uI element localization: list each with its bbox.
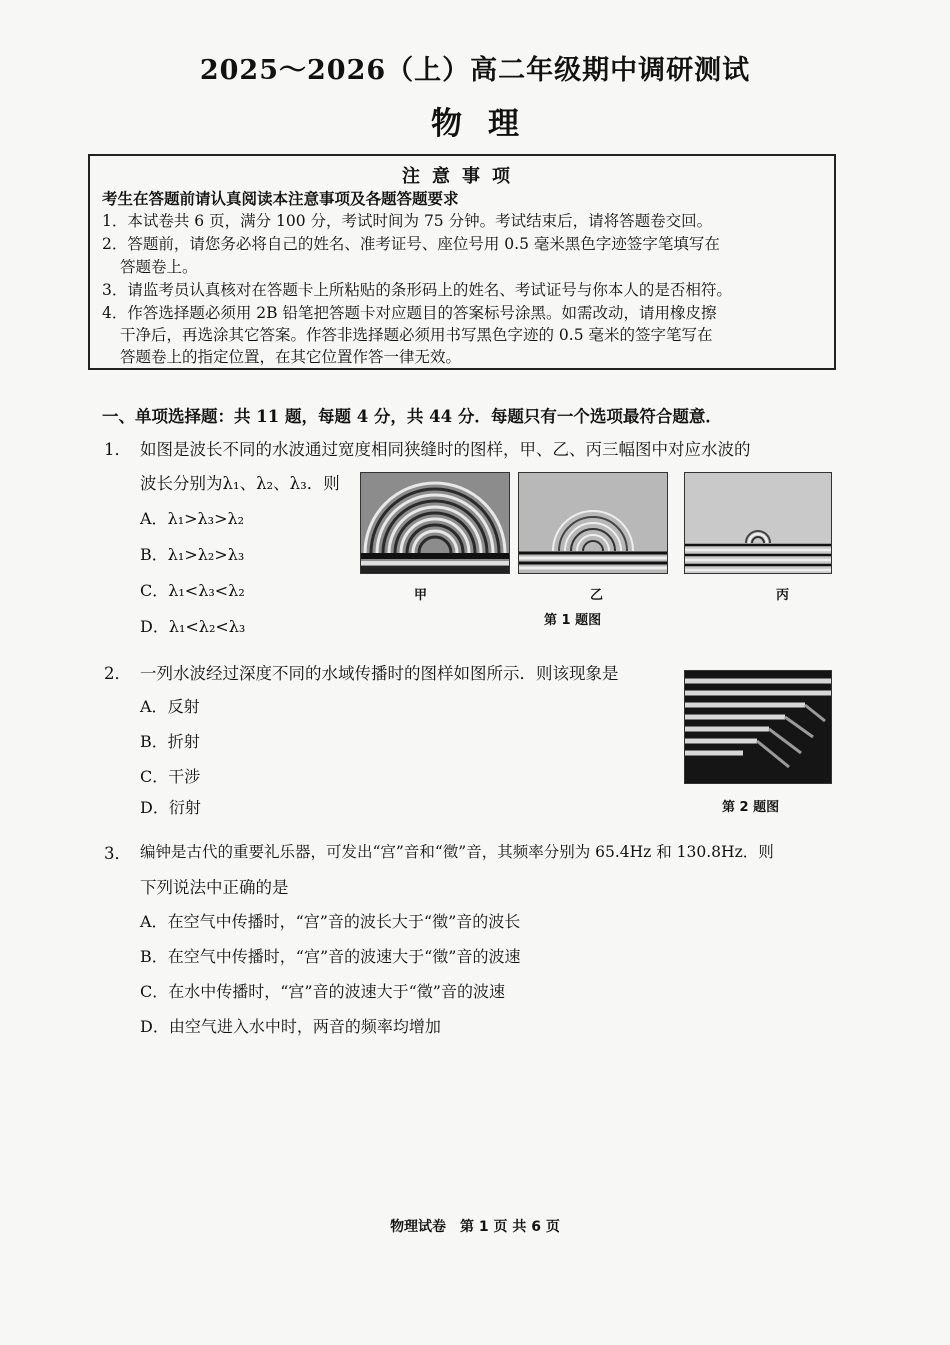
notice-title: 注意事项 (402, 166, 522, 187)
q2-option-a[interactable]: A．反射 (140, 697, 200, 716)
q1-caption: 第 1 题图 (544, 613, 602, 628)
q3-option-c[interactable]: C．在水中传播时，“宫”音的波速大于“徵”音的波速 (140, 982, 505, 1001)
subject-title: 物理 (431, 106, 545, 142)
q2-option-b[interactable]: B．折射 (140, 732, 200, 751)
diffraction-wave-image-3 (685, 473, 831, 573)
q3-number: 3． (104, 844, 131, 863)
q1-text-line1: 如图是波长不同的水波通过宽度相同狭缝时的图样，甲、乙、丙三幅图中对应水波的 (140, 440, 751, 459)
notice-item-2-cont: 答题卷上。 (120, 258, 198, 276)
q1-option-d[interactable]: D．λ₁<λ₂<λ₃ (140, 617, 246, 636)
q2-option-d[interactable]: D．衍射 (140, 798, 201, 817)
diffraction-wave-image-2 (519, 473, 667, 573)
page-footer: 物理试卷 第 1 页 共 6 页 (390, 1219, 560, 1235)
q2-figure (684, 670, 832, 784)
q3-text-line2: 下列说法中正确的是 (140, 878, 289, 897)
q2-option-c[interactable]: C．干涉 (140, 767, 201, 786)
notice-item-4-cont1: 干净后，再选涂其它答案。作答非选择题必须用书写黑色字迹的 0.5 毫米的签字笔写在 (120, 326, 713, 344)
notice-item-1: 1．本试卷共 6 页，满分 100 分，考试时间为 75 分钟。考试结束后，请将答题卷交回。 (102, 212, 713, 230)
q3-text-line1: 编钟是古代的重要礼乐器，可发出“宫”音和“徵”音，其频率分别为 65.4Hz 和 130.8Hz．则 (140, 843, 774, 861)
q2-text: 一列水波经过深度不同的水域传播时的图样如图所示．则该现象是 (140, 664, 619, 683)
exam-title: 2025～2026（上）高二年级期中调研测试 (199, 55, 751, 86)
q1-option-a[interactable]: A．λ₁>λ₃>λ₂ (140, 509, 245, 528)
diffraction-wave-image-1 (361, 473, 509, 573)
section-heading: 一、单项选择题：共 11 题，每题 4 分，共 44 分．每题只有一个选项最符合题意． (102, 407, 722, 426)
notice-item-4: 4．作答选择题必须用 2B 铅笔把答题卡对应题目的答案标号涂黑。如需改动，请用橡皮擦 (102, 304, 717, 322)
q1-figure-bing (684, 472, 832, 574)
q1-label-yi: 乙 (590, 588, 604, 603)
q3-option-d[interactable]: D．由空气进入水中时，两音的频率均增加 (140, 1017, 441, 1036)
q1-label-jia: 甲 (414, 588, 428, 603)
q2-caption: 第 2 题图 (722, 800, 780, 815)
notice-item-2: 2．答题前，请您务必将自己的姓名、准考证号、座位号用 0.5 毫米黑色字迹签字笔填写在 (102, 235, 720, 253)
q1-figure-jia (360, 472, 510, 574)
q1-option-b[interactable]: B．λ₁>λ₂>λ₃ (140, 545, 245, 564)
q3-option-b[interactable]: B．在空气中传播时，“宫”音的波速大于“徵”音的波速 (140, 947, 521, 966)
notice-item-4-cont2: 答题卷上的指定位置，在其它位置作答一律无效。 (120, 348, 462, 366)
notice-intro: 考生在答题前请认真阅读本注意事项及各题答题要求 (102, 189, 459, 208)
q1-figure-yi (518, 472, 668, 574)
notice-item-3: 3．请监考员认真核对在答题卡上所粘贴的条形码上的姓名、考试证号与你本人的是否相符。 (102, 281, 732, 299)
q3-option-a[interactable]: A．在空气中传播时，“宫”音的波长大于“徵”音的波长 (140, 912, 521, 931)
q2-number: 2． (104, 664, 131, 683)
q1-number: 1． (104, 440, 131, 459)
q1-label-bing: 丙 (776, 588, 790, 603)
q1-option-c[interactable]: C．λ₁<λ₃<λ₂ (140, 581, 245, 600)
notice-box (88, 154, 836, 370)
q1-text-line2: 波长分别为λ₁、λ₂、λ₃．则 (140, 474, 340, 493)
refraction-wave-image (685, 671, 831, 783)
